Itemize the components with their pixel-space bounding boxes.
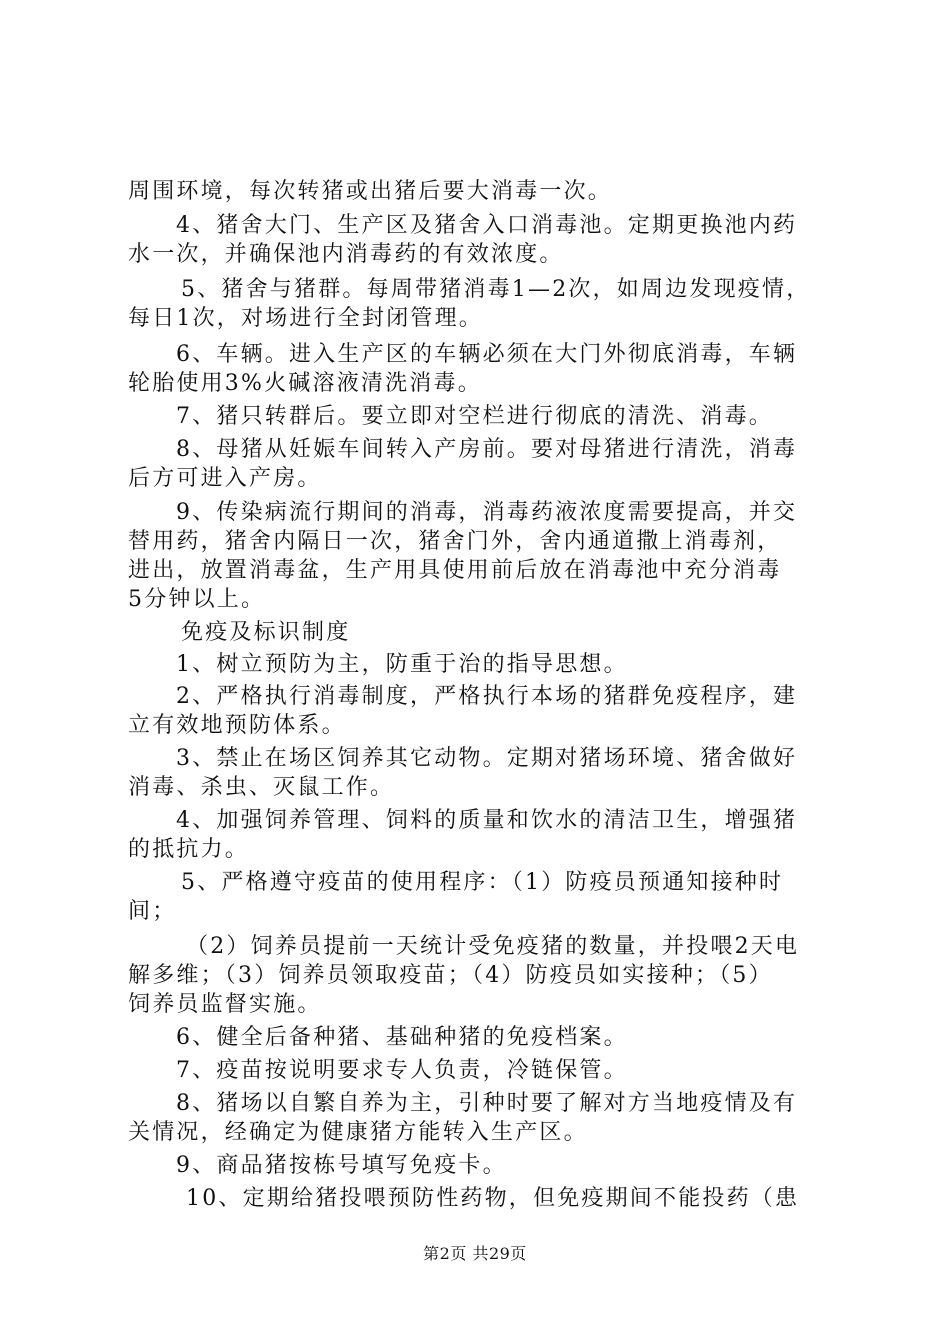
- text-line: 7、疫苗按说明要求专人负责，冷链保管。: [176, 1058, 628, 1083]
- text-line: 每日1次，对场进行全封闭管理。: [128, 306, 483, 331]
- text-line: 5、猪舍与猪群。每周带猪消毒1—2次，如周边发现疫情，: [181, 277, 811, 302]
- text-line: 8、母猪从妊娠车间转入产房前。要对母猪进行清洗，消毒: [176, 437, 798, 462]
- text-line: 消毒、杀虫、灭鼠工作。: [128, 775, 395, 800]
- text-line: 替用药，猪舍内隔日一次，猪舍门外，舍内通道撒上消毒剂，: [128, 529, 782, 554]
- text-line: 立有效地预防体系。: [128, 713, 346, 738]
- text-line: 5分钟以上。: [128, 587, 266, 612]
- text-line: 轮胎使用3%火碱溶液清洗消毒。: [128, 371, 482, 396]
- text-line: 9、传染病流行期间的消毒，消毒药液浓度需要提高，并交: [176, 500, 798, 525]
- text-line: 进出，放置消毒盆，生产用具使用前后放在消毒池中充分消毒: [128, 558, 782, 583]
- text-line: 间；: [128, 899, 177, 924]
- text-line: 4、加强饲养管理、饲料的质量和饮水的清洁卫生，增强猪: [176, 808, 798, 833]
- text-line: 后方可进入产房。: [128, 466, 322, 491]
- text-line: 解多维；（3）饲养员领取疫苗；（4）防疫员如实接种；（5）: [128, 963, 773, 988]
- text-line: 9、商品猪按栋号填写免疫卡。: [176, 1153, 507, 1178]
- text-line: 免疫及标识制度: [181, 620, 351, 645]
- text-line: 6、健全后备种猪、基础种猪的免疫档案。: [176, 1025, 628, 1050]
- text-line: （2）饲养员提前一天统计受免疫猪的数量，并投喂2天电: [186, 934, 800, 959]
- text-line: 周围环境，每次转猪或出猪后要大消毒一次。: [128, 179, 613, 204]
- text-line: 2、严格执行消毒制度，严格执行本场的猪群免疫程序，建: [176, 684, 798, 709]
- text-line: 8、猪场以自繁自养为主，引种时要了解对方当地疫情及有: [176, 1091, 798, 1116]
- text-line: 3、禁止在场区饲养其它动物。定期对猪场环境、猪舍做好: [176, 746, 798, 771]
- text-line: 10、定期给猪投喂预防性药物，但免疫期间不能投药（患: [186, 1186, 800, 1211]
- text-line: 1、树立预防为主，防重于治的指导思想。: [176, 652, 628, 677]
- text-line: 4、猪舍大门、生产区及猪舍入口消毒池。定期更换池内药: [176, 213, 798, 238]
- text-line: 7、猪只转群后。要立即对空栏进行彻底的清洗、消毒。: [176, 404, 773, 429]
- text-line: 5、严格遵守疫苗的使用程序：（1）防疫员预通知接种时: [181, 870, 784, 895]
- text-line: 水一次，并确保池内消毒药的有效浓度。: [128, 242, 564, 267]
- text-line: 6、车辆。进入生产区的车辆必须在大门外彻底消毒，车辆: [176, 342, 798, 367]
- text-line: 饲养员监督实施。: [128, 992, 322, 1017]
- text-line: 关情况，经确定为健康猪方能转入生产区。: [128, 1120, 588, 1145]
- text-line: 的抵抗力。: [128, 837, 250, 862]
- page-footer: 第2页 共29页: [423, 1244, 527, 1263]
